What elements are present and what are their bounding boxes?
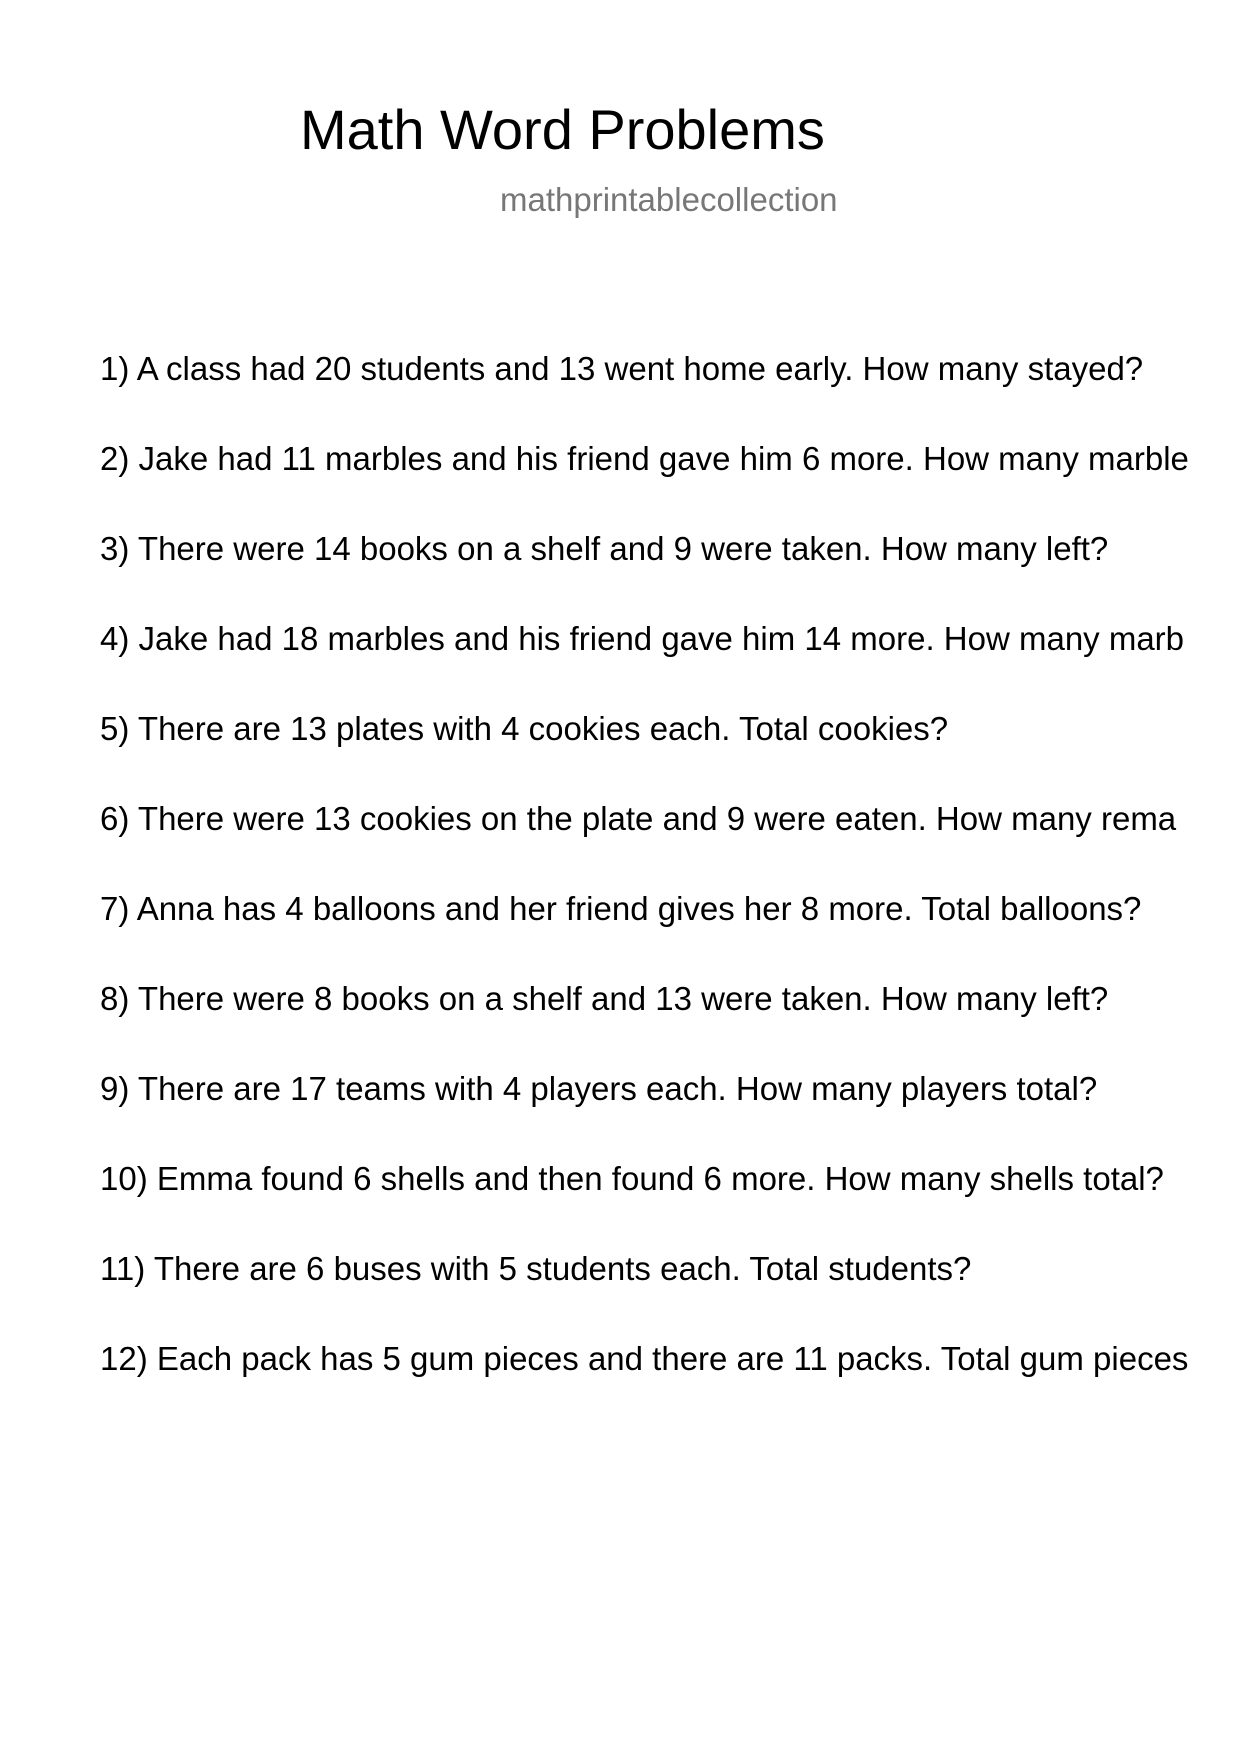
problem-10: 10) Emma found 6 shells and then found 6 more. How many shells total?	[100, 1160, 1164, 1197]
problem-list	[100, 348, 1189, 1428]
worksheet-source: mathprintablecollection	[500, 181, 838, 218]
problem-6: 6) There were 13 cookies on the plate and 9 were eaten. How many rema	[100, 800, 1177, 837]
problem-3: 3) There were 14 books on a shelf and 9 were taken. How many left?	[100, 530, 1109, 567]
problem-8: 8) There were 8 books on a shelf and 13 were taken. How many left?	[100, 980, 1109, 1017]
worksheet-title: Math Word Problems	[300, 98, 825, 161]
problem-1: 1) A class had 20 students and 13 went home early. How many stayed?	[100, 350, 1144, 387]
problem-11: 11) There are 6 buses with 5 students each. Total students?	[100, 1250, 972, 1287]
problem-4: 4) Jake had 18 marbles and his friend gave him 14 more. How many marb	[100, 620, 1185, 657]
problem-9: 9) There are 17 teams with 4 players each. How many players total?	[100, 1070, 1098, 1107]
problem-5: 5) There are 13 plates with 4 cookies each. Total cookies?	[100, 710, 949, 747]
problem-7: 7) Anna has 4 balloons and her friend gives her 8 more. Total balloons?	[100, 890, 1142, 927]
problem-2: 2) Jake had 11 marbles and his friend gave him 6 more. How many marble	[100, 440, 1189, 477]
problem-12: 12) Each pack has 5 gum pieces and there are 11 packs. Total gum pieces	[100, 1340, 1189, 1377]
